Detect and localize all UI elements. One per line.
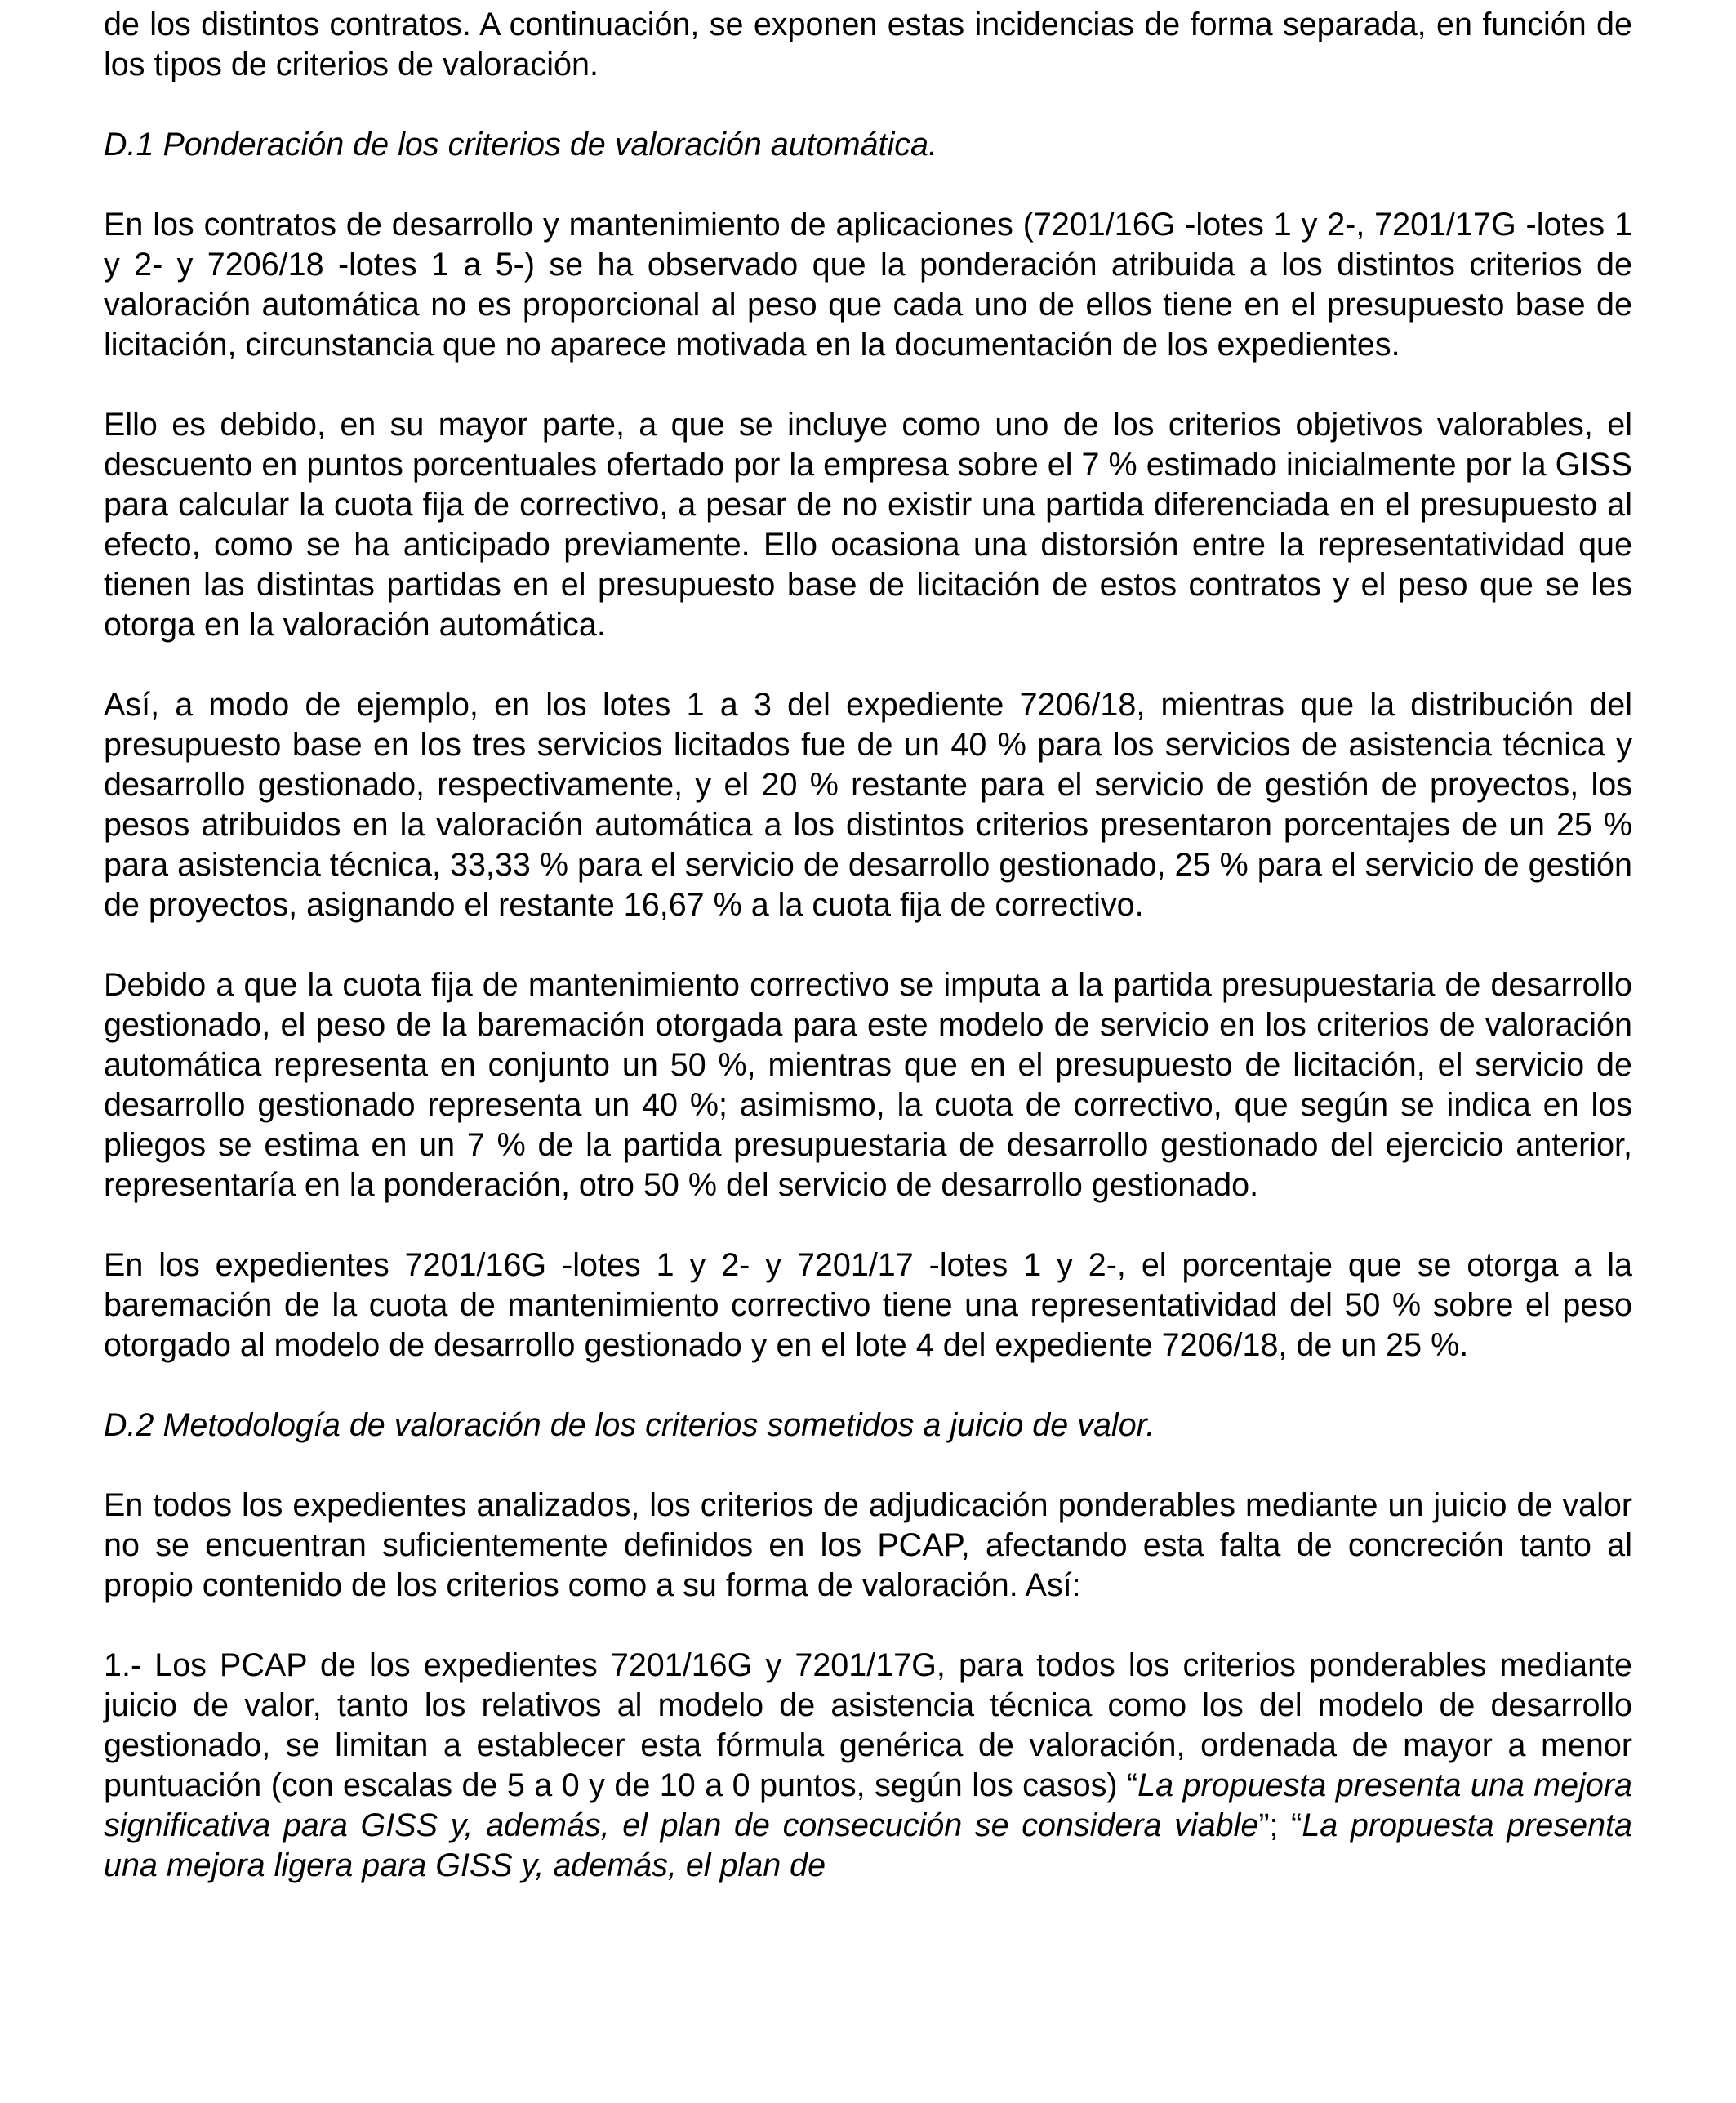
item-1-quote-ligera: La propuesta presenta una mejora ligera para GISS y, además, el plan de xyxy=(104,1807,1632,1883)
paragraph-intro-continuation: de los distintos contratos. A continuación, se exponen estas incidencias de forma separada, en función de los tipos de criterios de valoración. xyxy=(104,7,1632,82)
item-1-quote-separator: ”; “ xyxy=(1258,1807,1302,1843)
paragraph-expedientes-baremacion: En los expedientes 7201/16G -lotes 1 y 2- y 7201/17 -lotes 1 y 2-, el porcentaje que se otorga a la baremación de la cuota de mantenimiento correctivo tiene una representatividad del 50 % sobre el peso otorgado al modelo de desarrollo gestionado y en el lote 4 del expediente 7206/18, de un 25 %. xyxy=(104,1247,1632,1363)
paragraph-ejemplo-lotes: Así, a modo de ejemplo, en los lotes 1 a 3 del expediente 7206/18, mientras que la distribución del presupuesto base en los tres servicios licitados fue de un 40 % para los servicios de asistencia técnica y desarrollo gestionado, respectivamente, y el 20 % restante para el servicio de gestión de proyectos, los pesos atribuidos en la valoración automática a los distintos criterios presentaron porcentajes de un 25 % para asistencia técnica, 33,33 % para el servicio de desarrollo gestionado, 25 % para el servicio de gestión de proyectos, asignando el restante 16,67 % a la cuota fija de correctivo. xyxy=(104,687,1632,923)
item-1-quote-significativa: La propuesta presenta una mejora significativa para GISS y, además, el plan de consecución se considera viable xyxy=(104,1767,1632,1843)
paragraph-cuota-correctivo: Debido a que la cuota fija de mantenimiento correctivo se imputa a la partida presupuestaria de desarrollo gestionado, el peso de la baremación otorgada para este modelo de servicio en los criterios de valoración automática representa en conjunto un 50 %, mientras que en el presupuesto de licitación, el servicio de desarrollo gestionado representa un 40 %; asimismo, la cuota de correctivo, que según se indica en los pliegos se estima en un 7 % de la partida presupuestaria de desarrollo gestionado del ejercicio anterior, representaría en la ponderación, otro 50 % del servicio de desarrollo gestionado. xyxy=(104,967,1632,1203)
section-heading-d2: D.2 Metodología de valoración de los criterios sometidos a juicio de valor. xyxy=(104,1407,1155,1443)
item-1-intro-text: 1.- Los PCAP de los expedientes 7201/16G y 7201/17G, para todos los criterios ponderables mediante juicio de valor, tanto los relativos al modelo de asistencia técnica como los del modelo de desarrollo gestionado, se limitan a establecer esta fórmula genérica de valoración, ordenada de mayor a menor puntuación (con escalas de 5 a 0 y de 10 a 0 puntos, según los casos) “ xyxy=(104,1647,1632,1803)
paragraph-item-1 xyxy=(104,1646,1632,1886)
paragraph-ponderacion: En los contratos de desarrollo y mantenimiento de aplicaciones (7201/16G -lotes 1 y 2-, 7201/17G -lotes 1 y 2- y 7206/18 -lotes 1 a 5-) se ha observado que la ponderación atribuida a los distintos criterios de valoración automática no es proporcional al peso que cada uno de ellos tiene en el presupuesto base de licitación, circunstancia que no aparece motivada en la documentación de los expedientes. xyxy=(104,207,1632,363)
paragraph-criterios-juicio-valor: En todos los expedientes analizados, los criterios de adjudicación ponderables mediante un juicio de valor no se encuentran suficientemente definidos en los PCAP, afectando esta falta de concreción tanto al propio contenido de los criterios como a su forma de valoración. Así: xyxy=(104,1487,1632,1603)
paragraph-distorsion: Ello es debido, en su mayor parte, a que se incluye como uno de los criterios objetivos valorables, el descuento en puntos porcentuales ofertado por la empresa sobre el 7 % estimado inicialmente por la GISS para calcular la cuota fija de correctivo, a pesar de no existir una partida diferenciada en el presupuesto al efecto, como se ha anticipado previamente. Ello ocasiona una distorsión entre la representatividad que tienen las distintas partidas en el presupuesto base de licitación de estos contratos y el peso que se les otorga en la valoración automática. xyxy=(104,407,1632,643)
section-heading-d1: D.1 Ponderación de los criterios de valoración automática. xyxy=(104,127,937,163)
document-body xyxy=(104,5,1632,1926)
